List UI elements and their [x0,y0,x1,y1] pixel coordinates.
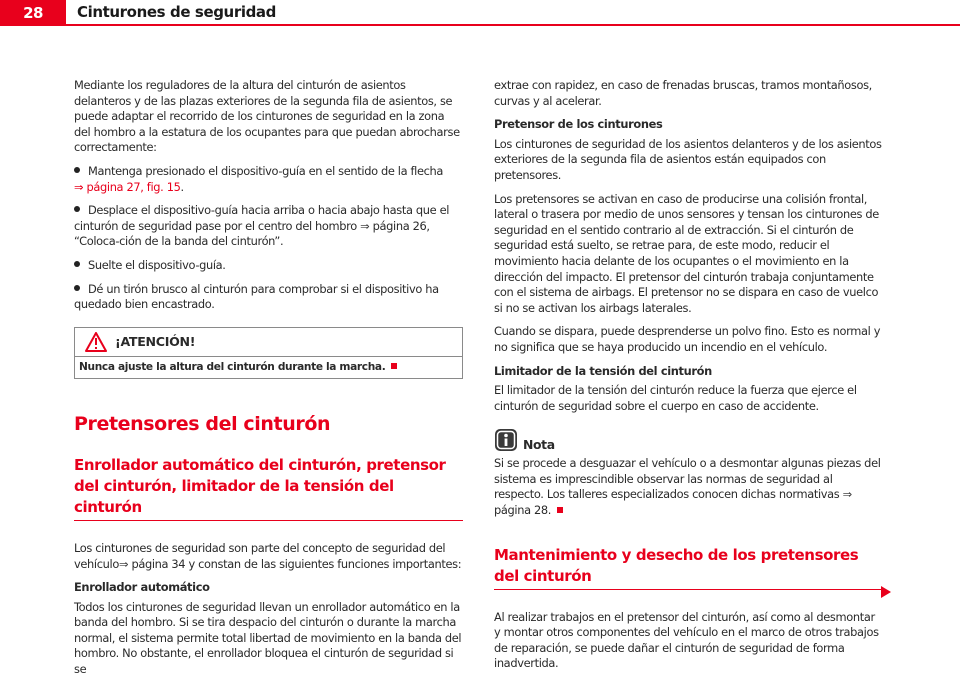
body-paragraph: Los cinturones de seguridad de los asientos delanteros y de los asientos exteriores de la segunda fila de asientos están equipados con pretensores. [494,136,882,182]
note-reference: página 28. [494,503,552,518]
reference-arrow-icon: ⇒ [360,218,370,233]
warning-triangle-icon [85,332,107,352]
bullet-text: Mantenga presionado el dispositivo-guía en el sentido de la flecha [88,163,444,178]
subheading: Limitador de la tensión del cinturón [494,363,712,378]
body-paragraph: extrae con rapidez, en caso de frenadas bruscas, tramos montañosos, curvas y al acelerar. [494,78,872,108]
bullet-icon [74,261,80,267]
left-column [74,78,463,686]
bullet-text: Desplace el dispositivo-guía hacia arriba o hacia abajo hasta que el cinturón de seguridad pase por el centro del hombro [74,203,450,233]
body-paragraph [74,541,463,572]
body-paragraph: Los pretensores se activan en caso de producirse una colisión frontal, lateral o trasera por medio de unos sensores y tensan los cinturones de seguridad en el sentido contrario al de extracción. Si el cinturón de seguridad está suelto, se retrae para, de este modo, reducir el movimiento hacia delante de los ocupantes o el movimiento en la dirección del impacto. El pretensor del cinturón trabaja conjuntamente con el sistema de airbags. El pretensor no se dispara en caso de vuelco si no se activan los airbags laterales. [494,191,879,315]
subheading: Enrollador automático [74,580,210,595]
end-square-icon [391,363,397,369]
bullet-icon [74,206,80,212]
reference-link-text: página 27, fig. 15 [86,179,181,194]
reference-arrow-icon: ⇒ [74,179,84,194]
subsection-title: Enrollador automático del cinturón, pretensor del cinturón, limitador de la tensión del cinturón [74,455,463,521]
paragraph-text-reference: página 34 y constan de las siguientes funciones importantes: [131,556,462,571]
continue-arrow-icon [881,586,891,598]
warning-title: ¡ATENCIÓN! [115,333,196,349]
section-title: Pretensores del cinturón [74,413,331,436]
body-paragraph: Todos los cinturones de seguridad llevan un enrollador automático en la banda del hombro. Si se tira despacio del cinturón o durante la marcha normal, el sistema permite total libertad de movimiento en la banda del hombro. No obstante, el enrollador bloquea el cinturón de seguridad si se [74,599,462,677]
body-paragraph: Cuando se dispara, puede desprenderse un polvo fino. Esto es normal y no significa que se haya producido un incendio en el vehículo. [494,324,881,354]
note-body: Si se procede a desguazar el vehículo o a desmontar algunas piezas del sistema es imprescindible observar las normas de seguridad al respecto. Los talleres especializados conocen dichas normativas [494,456,881,502]
reference-arrow-icon: ⇒ [118,556,129,571]
intro-paragraph: Mediante los reguladores de la altura del cinturón de asientos delanteros y de las plazas exteriores de la segunda fila de asientos, se puede adaptar el recorrido de los cinturones de seguridad en la zona del hombro a la estatura de los ocupantes para que puedan abrocharse correctamente: [74,78,460,155]
note-text [494,456,884,518]
warning-text: Nunca ajuste la altura del cinturón durante la marcha. [79,360,386,373]
chapter-title: Cinturones de seguridad [77,3,276,21]
bullet-item [74,282,463,313]
bullet-text: Dé un tirón brusco al cinturón para comprobar si el dispositivo ha quedado bien encastrado. [74,281,439,312]
warning-header [75,328,462,357]
bullet-item [74,258,463,274]
bullet-icon [74,285,80,291]
reference-link[interactable] [74,180,181,194]
section-title-maintenance: Mantenimiento y desecho de los pretensores del cinturón [494,545,884,590]
end-square-icon [557,507,563,513]
note-title: Nota [523,437,555,453]
reference-arrow-icon: ⇒ [842,487,852,502]
body-paragraph: Al realizar trabajos en el pretensor del cinturón, así como al desmontar y montar otros componentes del vehículo en el marco de otros trabajos de reparación, se puede dañar el cinturón de seguridad de forma inadvertida. [494,609,879,671]
subheading: Pretensor de los cinturones [494,117,663,132]
header-rule [66,24,960,26]
bullet-icon [74,167,80,173]
note-header [494,428,884,454]
page-number: 28 [0,0,66,26]
bullet-text: Suelte el dispositivo-guía. [88,257,226,272]
bullet-text-reference: página 26, “Coloca-ción de la banda del cinturón”. [74,218,430,249]
body-paragraph: El limitador de la tensión del cinturón reduce la fuerza que ejerce el cinturón de seguridad sobre el cuerpo en caso de accidente. [494,383,857,413]
bullet-item: Mantenga presionado el dispositivo-guía en el sentido de la flecha ⇒ página 27, fig. 15. [74,163,444,194]
note-info-icon [494,428,518,452]
right-column [494,78,884,680]
paragraph-text: Los cinturones de seguridad son parte del concepto de seguridad del vehículo [74,540,446,571]
warning-box [74,327,463,380]
bullet-item [74,203,463,250]
